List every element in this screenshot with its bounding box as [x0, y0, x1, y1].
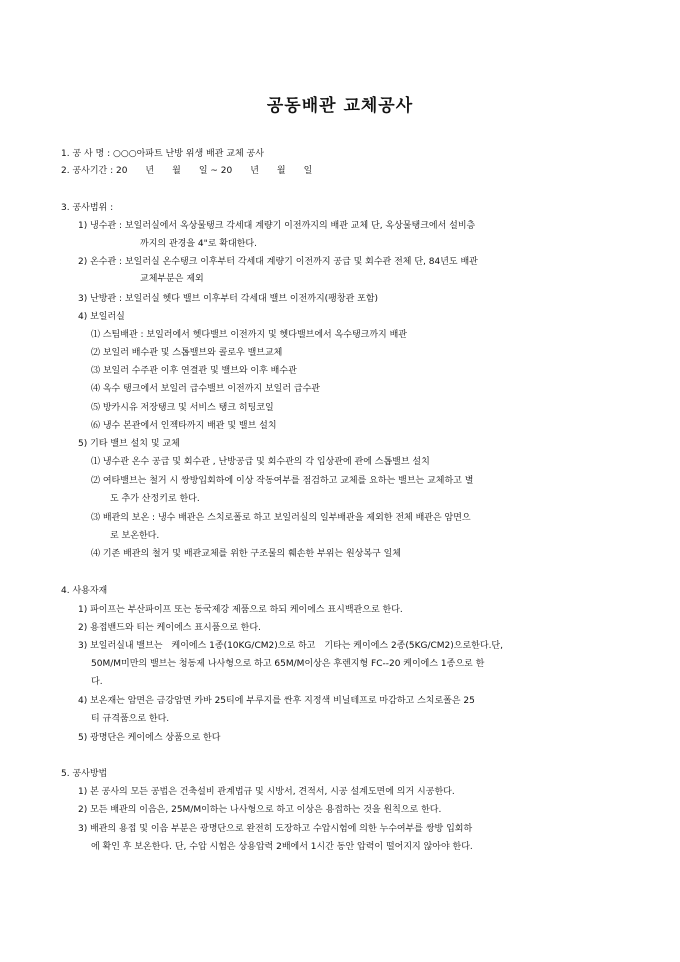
- material-item: 1) 파이프는 부산파이프 또는 동국제강 제품으로 하되 케이에스 표시백관으로 한다.: [78, 605, 403, 615]
- project-period-line: 2. 공사기간 : 20 년 월 일 ~ 20 년 월 일: [61, 166, 313, 176]
- project-name-line: 1. 공 사 명 : ○○○아파트 난방 위생 배관 교체 공사: [61, 149, 264, 159]
- boiler-item: ⑷ 옥수 탱크에서 보일러 급수밸브 이전까지 보일러 급수관: [91, 384, 320, 394]
- scope-item-cont: 교체부분은 제외: [140, 274, 204, 284]
- material-item: 5) 광명단은 케이에스 상품으로 한다: [78, 733, 221, 743]
- etc-heading: 5) 기타 밸브 설치 및 교체: [78, 439, 180, 449]
- etc-item: ⑴ 냉수관 온수 공급 및 회수관 , 난방공급 및 회수관의 각 입상관에 관에 스톱밸브 설치: [91, 457, 430, 467]
- boiler-item: ⑵ 보일러 배수관 및 스톱밸브와 콜로우 밸브교체: [91, 348, 283, 358]
- section-3-heading: 3. 공사범위 :: [61, 203, 114, 213]
- scope-item: 1) 냉수관 : 보일러실에서 옥상물탱크 각세대 계량기 이전까지의 배관 교체 단, 옥상물탱크에서 설비층: [78, 221, 476, 231]
- scope-item: 4) 보일러실: [78, 312, 125, 322]
- boiler-item: ⑴ 스팀배관 : 보일러에서 헷다밸브 이전까지 및 헷다밸브에서 옥수탱크까지 배관: [91, 330, 407, 340]
- scope-item: 3) 난방관 : 보일러실 헷다 밸브 이후부터 각세대 밸브 이전까지(팽창관 포함): [78, 294, 379, 304]
- etc-item-cont: 도 추가 산정키로 한다.: [110, 494, 200, 504]
- etc-item: ⑶ 배관의 보온 : 냉수 배관은 스치로폴로 하고 보일러실의 일부배관을 제외한 전체 배관은 암면으: [91, 513, 471, 523]
- method-item: 3) 배관의 용접 및 이음 부분은 광명단으로 완전히 도장하고 수압시험에 의한 누수여부를 쌍방 입회하: [78, 824, 473, 834]
- boiler-item: ⑶ 보일러 수주관 이후 연결관 및 밸브와 이후 배수관: [91, 366, 297, 376]
- method-item: 2) 모든 배관의 이음은, 25M/M이하는 나사형으로 하고 이상은 용접하는 것을 원칙으로 한다.: [78, 805, 442, 815]
- material-item: 3) 보일러실내 밸브는 케이에스 1종(10KG/CM2)으로 하고 기타는 케이에스 2종(5KG/CM2)으로한다.단,: [78, 641, 503, 651]
- etc-item: ⑷ 기존 배관의 철거 및 배관교체를 위한 구조물의 훼손한 부위는 원상복구 일체: [91, 549, 401, 559]
- etc-item-cont: 로 보온한다.: [110, 531, 160, 541]
- scope-item-cont: 까지의 관경을 4"로 확대한다.: [140, 239, 257, 249]
- material-item-cont: 티 규격품으로 한다.: [91, 714, 170, 724]
- method-item-cont: 에 확인 후 보온한다. 단, 수압 시험은 상용압력 2배에서 1시간 동안 압력이 떨어지지 않아야 한다.: [91, 842, 473, 852]
- material-item: 2) 용접밴드와 티는 케이에스 표시품으로 한다.: [78, 623, 261, 633]
- boiler-item: ⑹ 냉수 본관에서 인젝타까지 배관 및 밸브 설치: [91, 421, 277, 431]
- section-4-heading: 4. 사용자재: [61, 586, 108, 596]
- document-title: 공동배관 교체공사: [266, 96, 414, 116]
- section-5-heading: 5. 공사방법: [61, 769, 108, 779]
- method-item: 1) 본 공사의 모든 공법은 건축설비 관계법규 및 시방서, 견적서, 시공 설계도면에 의거 시공한다.: [78, 787, 455, 797]
- material-item-cont: 50M/M미만의 밸브는 청동제 나사형으로 하고 65M/M이상은 후렌지형 FC--20 케이에스 1종으로 한: [91, 659, 485, 669]
- scope-item: 2) 온수관 : 보일러실 온수탱크 이후부터 각세대 계량기 이전까지 공급 및 회수관 전체 단, 84년도 배관: [78, 257, 478, 267]
- boiler-item: ⑸ 방카시유 저장탱크 및 서비스 탱크 히팅코일: [91, 403, 274, 413]
- material-item-cont: 다.: [91, 677, 103, 687]
- etc-item: ⑵ 여타밸브는 철거 시 쌍방입회하에 이상 작동여부를 점검하고 교체를 요하는 밸브는 교체하고 별: [91, 476, 474, 486]
- material-item: 4) 보온재는 암면은 금강암면 카바 25티에 부루지를 싼후 지정색 비닐테프로 마감하고 스치로폴은 25: [78, 696, 475, 706]
